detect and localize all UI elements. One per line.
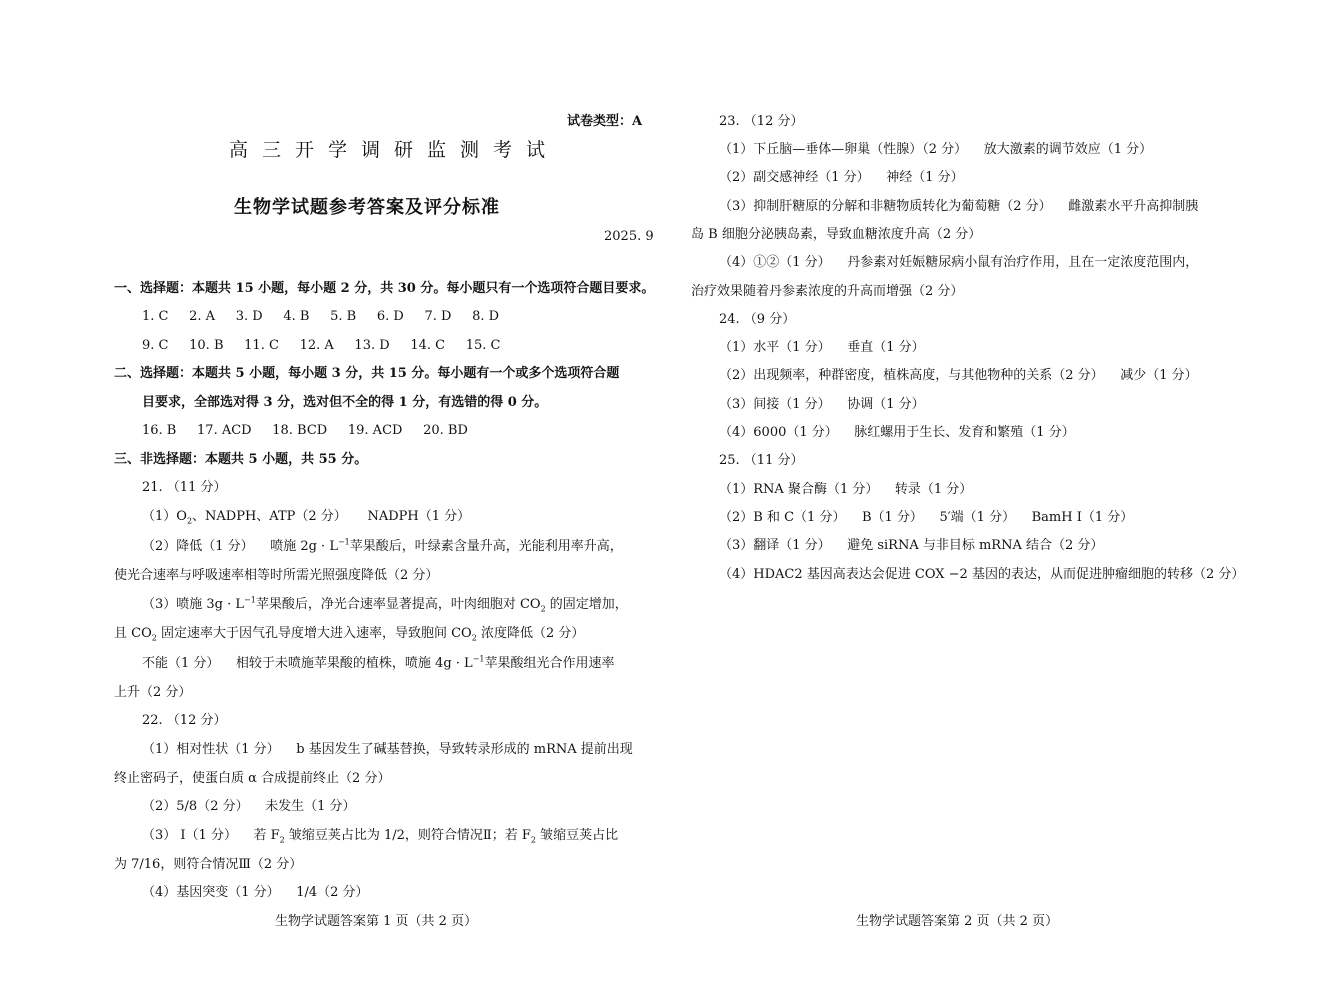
q24-part-1: （1）水平（1 分） 垂直（1 分） bbox=[719, 340, 925, 355]
q23-part-3-line-1: （3）抑制肝糖原的分解和非糖物质转化为葡萄糖（2 分） 雌激素水平升高抑制胰 bbox=[719, 199, 1199, 214]
section-2-answers-row: 16. B 17. ACD 18. BCD 19. ACD 20. BD bbox=[142, 423, 468, 438]
paper-type-label: 试卷类型：A bbox=[567, 114, 643, 129]
question-25-heading: 25. （11 分） bbox=[719, 453, 804, 468]
q23-part-2: （2）副交感神经（1 分） 神经（1 分） bbox=[719, 170, 964, 185]
section-3-heading: 三、非选择题：本题共 5 小题，共 55 分。 bbox=[114, 452, 368, 467]
page-1-footer: 生物学试题答案第 1 页（共 2 页） bbox=[275, 914, 478, 929]
q22-part-1-line-1: （1）相对性状（1 分） b 基因发生了碱基替换，导致转录形成的 mRNA 提前出现 bbox=[142, 742, 633, 757]
q21-part-1: $(1)O_2$、NADPH、ATP（2 分） NADPH（1 分） bbox=[142, 509, 471, 526]
q25-part-3: （3）翻译（1 分） 避免 siRNA 与非目标 mRNA 结合（2 分） bbox=[719, 538, 1104, 553]
question-23-heading: 23. （12 分） bbox=[719, 114, 804, 129]
q24-part-2: （2）出现频率，种群密度，植株高度，与其他物种的关系（2 分） 减少（1 分） bbox=[719, 368, 1198, 383]
exam-title: 高三开学调研监测考试 bbox=[229, 139, 560, 161]
q25-part-2: （2）B 和 C（1 分） B（1 分） 5′端（1 分） BamH Ⅰ（1 分） bbox=[719, 510, 1134, 525]
q21-part-4-line-1: 不能（1 分） 相较于未喷施苹果酸的植株，喷施 $4g \cdot L^{-1}$苹果酸组光合作用速率 bbox=[142, 654, 615, 671]
q23-part-3-line-2: 岛 B 细胞分泌胰岛素，导致血糖浓度升高（2 分） bbox=[691, 227, 982, 242]
exam-date: 2025. 9 bbox=[604, 229, 654, 244]
q21-part-3-line-1: （3）喷施 $3g \cdot L^{-1}$苹果酸后，净光合速率显著提高，叶肉细胞对 $CO_2$ 的固定增加， bbox=[142, 595, 628, 614]
q21-part-2-line-2: 使光合速率与呼吸速率相等时所需光照强度降低（2 分） bbox=[114, 568, 439, 583]
q25-part-4: （4）HDAC2 基因高表达会促进 COX −2 基因的表达，从而促进肿瘤细胞的转移（2 分） bbox=[719, 567, 1245, 582]
section-2-heading-line-2: 目要求，全部选对得 3 分，选对但不全的得 1 分，有选错的得 0 分。 bbox=[142, 395, 548, 410]
q22-part-3-line-1: （3） Ⅰ（1 分） 若 $F_2$ 皱缩豆荚占比为 1/2，则符合情况Ⅱ；若 $F_2$ 皱缩豆荚占比 bbox=[142, 828, 619, 845]
section-2-heading-line-1: 二、选择题：本题共 5 小题，每小题 3 分，共 15 分。每小题有一个或多个选项符合题 bbox=[114, 366, 620, 381]
answer-key-title: 生物学试题参考答案及评分标准 bbox=[234, 197, 500, 218]
section-1-answers-row-2: 9. C 10. B 11. C 12. A 13. D 14. C 15. C bbox=[142, 338, 501, 353]
q23-part-4-line-1: （4）①②（1 分） 丹参素对妊娠糖尿病小鼠有治疗作用，且在一定浓度范围内， bbox=[719, 255, 1199, 270]
q22-part-2: （2）5/8（2 分） 未发生（1 分） bbox=[142, 799, 356, 814]
q24-part-3: （3）间接（1 分） 协调（1 分） bbox=[719, 397, 925, 412]
question-22-heading: 22. （12 分） bbox=[142, 713, 227, 728]
section-1-answers-row-1: 1. C 2. A 3. D 4. B 5. B 6. D 7. D 8. D bbox=[142, 309, 500, 324]
section-1-heading: 一、选择题：本题共 15 小题，每小题 2 分，共 30 分。每小题只有一个选项符合题目要求。 bbox=[114, 281, 655, 296]
q23-part-4-line-2: 治疗效果随着丹参素浓度的升高而增强（2 分） bbox=[691, 284, 964, 299]
page-2-footer: 生物学试题答案第 2 页（共 2 页） bbox=[856, 914, 1059, 929]
q24-part-4: （4）6000（1 分） 脉红螺用于生长、发育和繁殖（1 分） bbox=[719, 425, 1075, 440]
question-21-heading: 21. （11 分） bbox=[142, 480, 227, 495]
q21-part-3-line-2: 且 $CO_2$ 固定速率大于因气孔导度增大进入速率，导致胞间 $CO_2$ 浓度降低（2 分） bbox=[114, 626, 585, 643]
question-24-heading: 24. （9 分） bbox=[719, 312, 796, 327]
q23-part-1: （1）下丘脑—垂体—卵巢（性腺）（2 分） 放大激素的调节效应（1 分） bbox=[719, 142, 1153, 157]
q22-part-3-line-2: 为 7/16，则符合情况Ⅲ（2 分） bbox=[114, 857, 303, 872]
q22-part-4: （4）基因突变（1 分） 1/4（2 分） bbox=[142, 885, 369, 900]
q21-part-4-line-2: 上升（2 分） bbox=[114, 685, 192, 700]
q21-part-2-line-1: （2）降低（1 分） 喷施 $2g \cdot L^{-1}$苹果酸后，叶绿素含量升高，光能利用率升高， bbox=[142, 537, 623, 554]
q22-part-1-line-2: 终止密码子，使蛋白质 α 合成提前终止（2 分） bbox=[114, 771, 391, 786]
q25-part-1: （1）RNA 聚合酶（1 分） 转录（1 分） bbox=[719, 482, 973, 497]
